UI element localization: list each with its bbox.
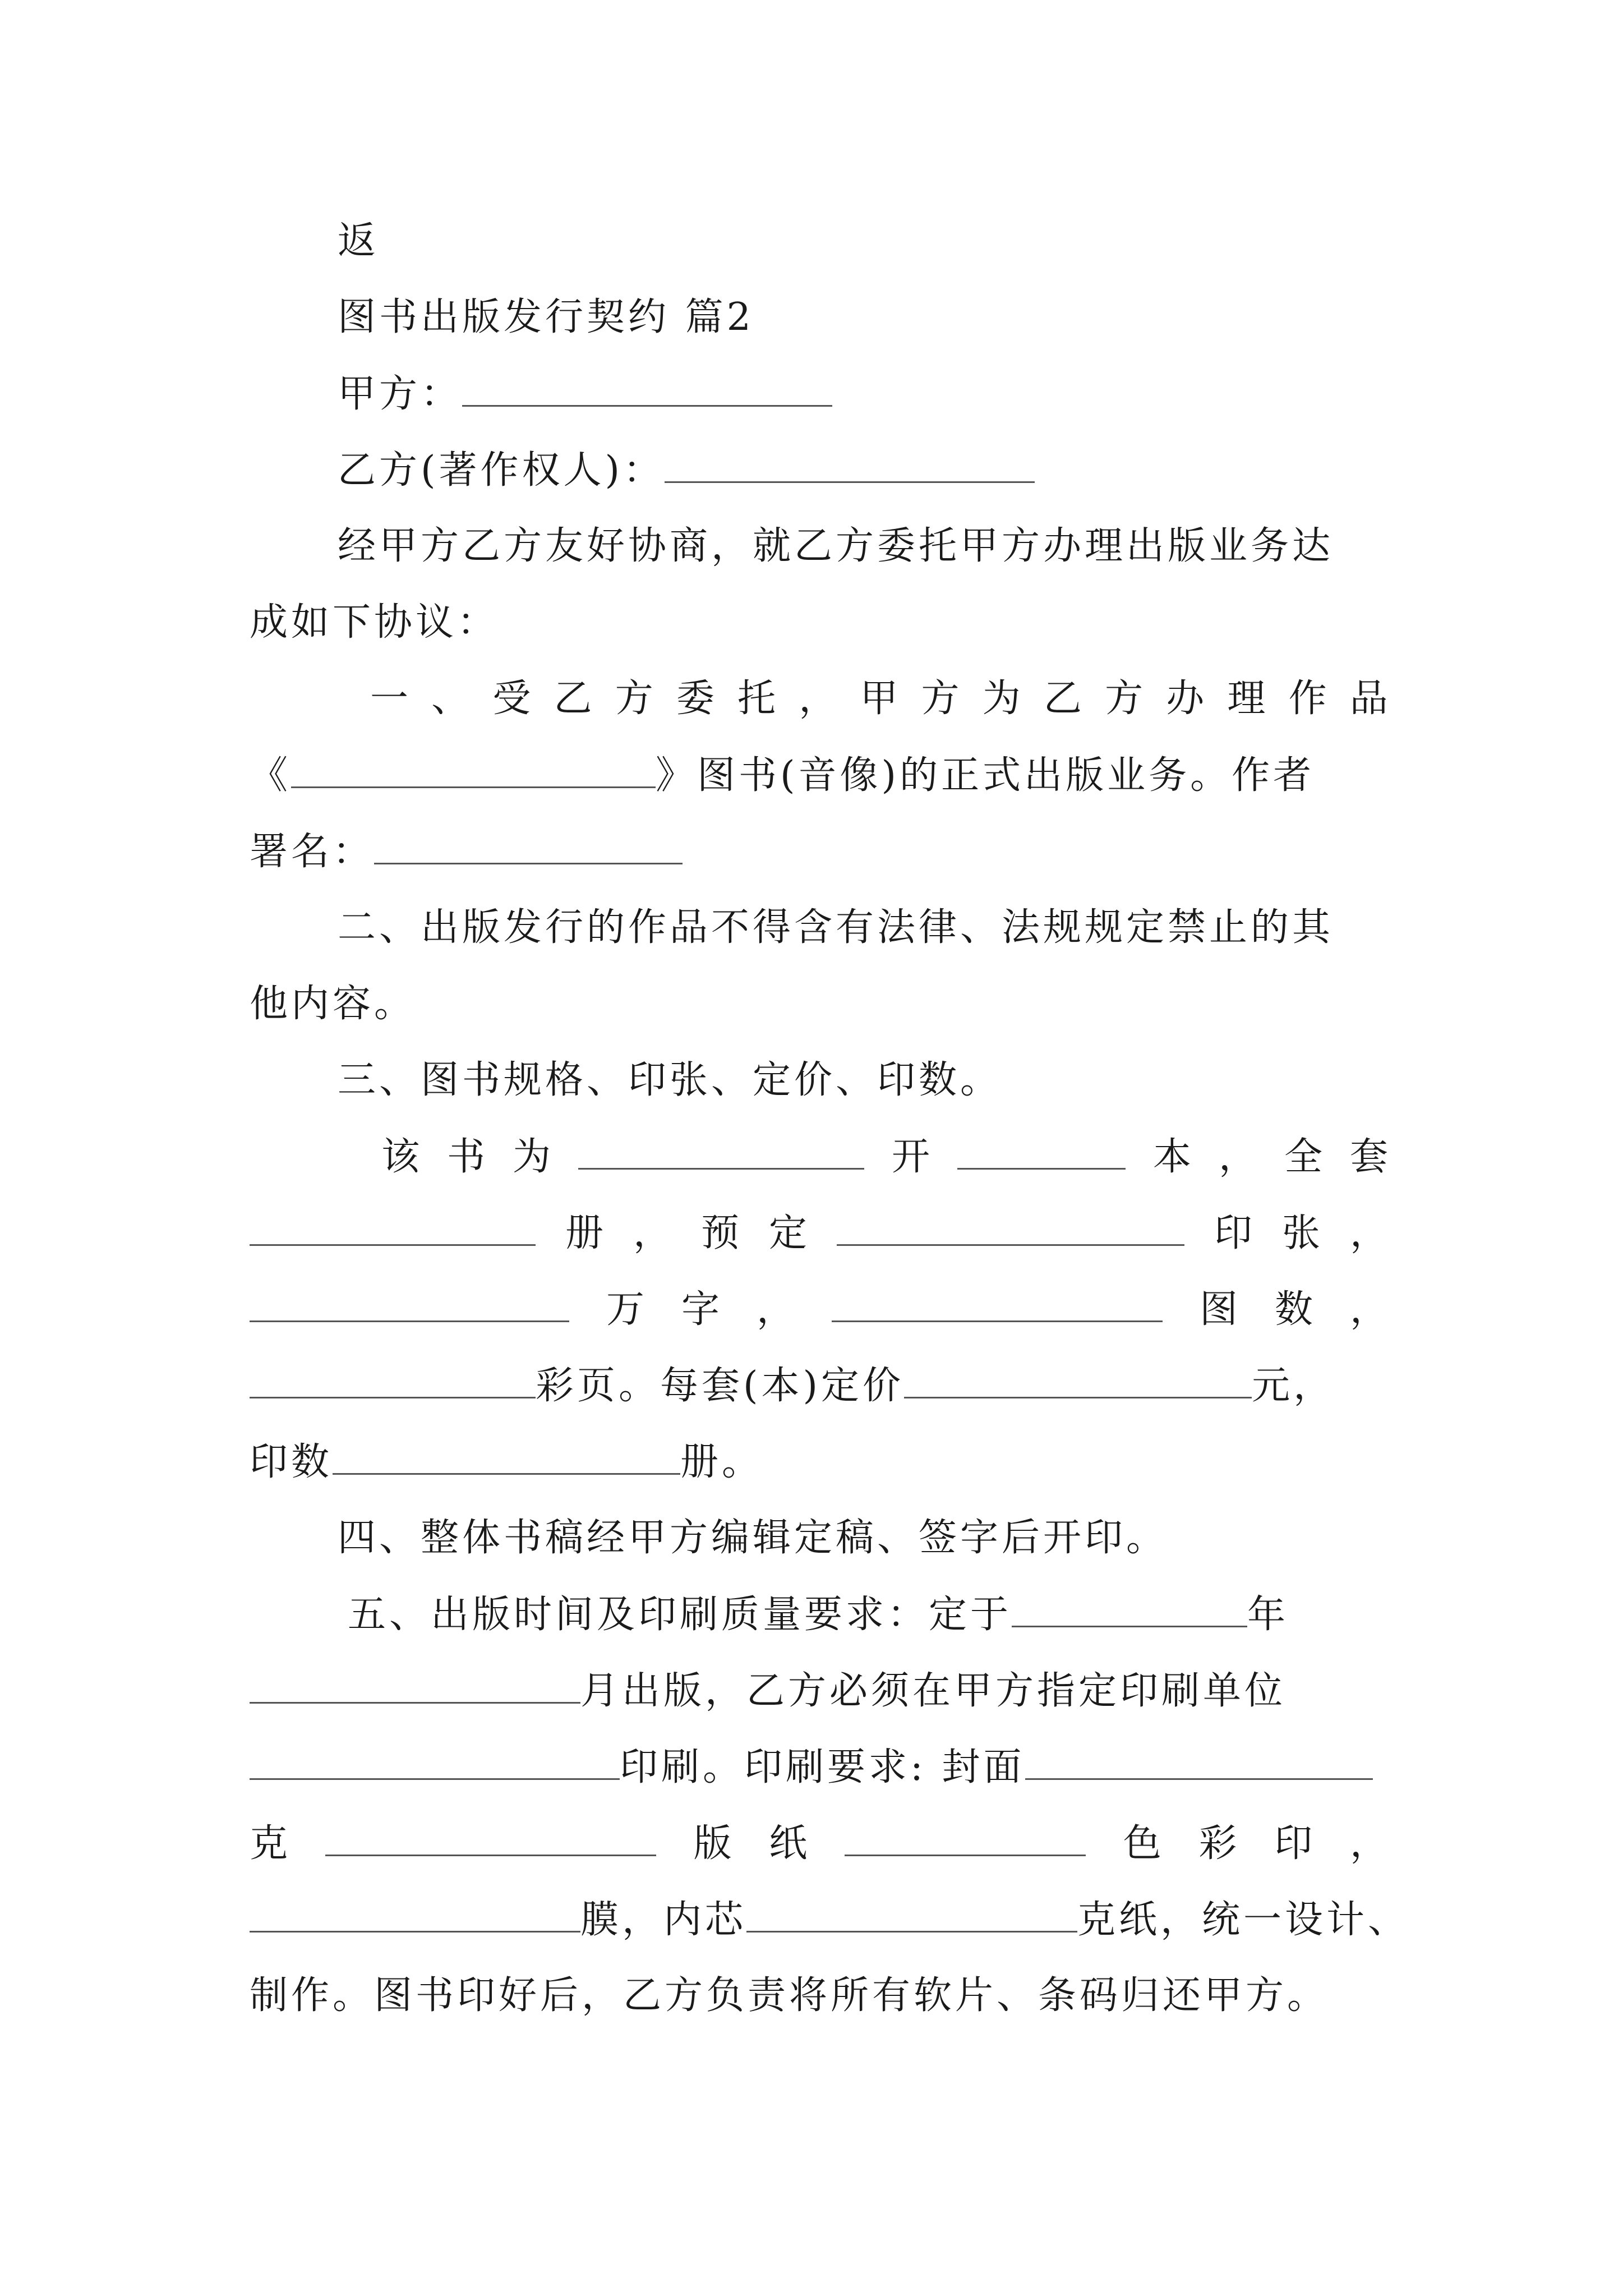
paper-weight-blank [325,1815,656,1856]
clause-3-line-1: 该 书 为 开 本 ， 全 套 [381,1129,1388,1185]
color-pages-blank [250,1358,536,1398]
intro-line-1: 经甲方乙方友好协商，就乙方委托甲方办理出版业务达 [338,524,1334,568]
lamination-blank [250,1892,580,1932]
clause-3-line-2: 册 ， 预 定 印 张 ， [250,1205,1388,1261]
clause-2-line-1: 二、出版发行的作品不得含有法律、法规规定禁止的其 [338,905,1334,950]
party-b-line: 乙方(著作权人)： [338,442,1388,498]
year-blank [1012,1586,1247,1627]
clause-5-line-6: 制作。图书印好后，乙方负责将所有软片、条码归还甲方。 [250,1973,1329,2018]
clause-5-line-3: 印刷。印刷要求: 封面 [250,1739,1388,1795]
clause-2-line-2: 他内容。 [250,982,416,1026]
format-blank [578,1129,864,1170]
month-blank [250,1663,580,1704]
clause-3-title: 三、图书规格、印张、定价、印数。 [338,1058,1002,1102]
sheets-blank [837,1205,1184,1246]
author-name-blank [374,823,683,864]
top-char: 返 [338,219,380,263]
word-count-blank [250,1281,569,1322]
printer-blank [250,1739,620,1780]
binding-blank [957,1129,1126,1170]
clause-5-line-1: 五、出版时间及印刷质量要求：定于 年 [348,1586,1388,1642]
cover-paper-blank [1025,1739,1373,1780]
volumes-blank [250,1205,536,1246]
clause-5-line-2: 月出版，乙方必须在甲方指定印刷单位 [250,1663,1388,1719]
party-b-blank [665,442,1035,483]
party-a-line: 甲方： [338,366,1388,422]
clause-3-line-5: 印数 册。 [250,1434,1388,1490]
figure-count-blank [832,1281,1163,1322]
party-a-blank [462,366,832,407]
clause-1-line-2: 《 》图书(音像)的正式出版业务。作者 [250,747,1388,803]
inner-paper-blank [746,1892,1077,1932]
intro-line-2: 成如下协议： [250,600,499,645]
work-title-blank [291,747,656,788]
price-blank [904,1358,1252,1398]
section-title: 图书出版发行契约 篇2 [338,295,754,339]
clause-5-line-5: 膜，内芯 克纸，统一设计、 [250,1892,1388,1948]
clause-1-line-1: 一 、 受 乙 方 委 托 ， 甲 方 为 乙 方 办 理 作 品 [370,677,1388,721]
clause-1-line-3: 署名： [250,823,1388,880]
clause-3-line-4: 彩页。每套(本)定价 元， [250,1358,1388,1414]
clause-3-line-3: 万 字 ， 图 数 ， [250,1281,1388,1337]
color-count-blank [845,1815,1086,1856]
print-run-blank [333,1434,680,1475]
clause-4: 四、整体书稿经甲方编辑定稿、签字后开印。 [338,1516,1168,1560]
clause-5-line-4: 克 版 纸 色 彩 印 ， [250,1815,1388,1871]
